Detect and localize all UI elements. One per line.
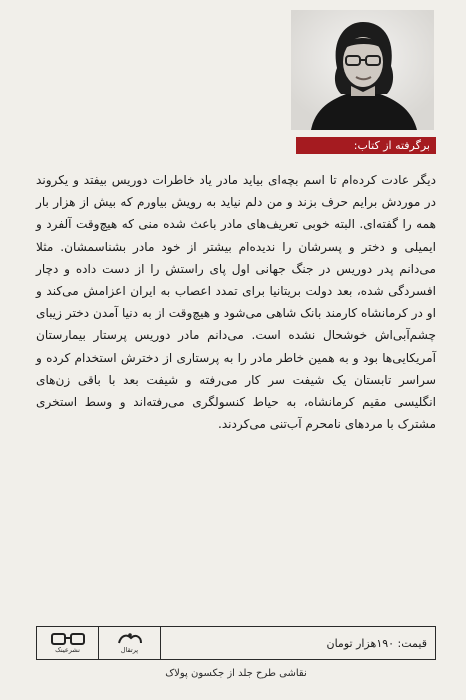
imprint-logo [99,627,161,659]
publisher-logo-text: نشرعینک [55,646,80,654]
imprint-logo-text: پرتقال [120,646,139,654]
cover-art-credit: نقاشی طرح جلد از جکسون پولاک [165,668,307,679]
publisher-info-box [36,626,436,660]
excerpt-label-banner: برگرفته از کتاب: [296,137,436,154]
imprint-logo-icon [115,632,145,646]
author-photo [291,10,434,130]
price-label: قیمت: ۱۹۰هزار تومان [326,636,427,650]
glasses-logo-icon [50,632,86,646]
book-excerpt-text: دیگر عادت کرده‌ام تا اسم بچه‌ای بیاید مادر یاد خاطرات دوریس بیفتد و یکروند در موردش برایم حرف بزند و من دلم نیاید به رویش بیاورم که بیش از هزار بار همه را گفته‌ای. البته خوبی تعریف‌های مادر باعث شده منی که هیچ‌وقت آلفرد و ایمیلی و دختر و پسرشان را ندیده‌ام بیشتر از خود مادر بشناسمشان. مثلا می‌دانم پدر دوریس در جنگ جهانی اول پای راستش را از دست داده و دچار افسردگی شده، بعد دولت بریتانیا برای تمدد اعصاب به ایران اعزامش می‌کند و او در کرمانشاه کارمند بانک شاهی می‌شود و هیچ‌وقت از به دنیا آمدن دختر زیبای چشم‌آبی‌اش خوشحال نشده است. می‌دانم مادر دوریس پرستار بیمارستان آمریکایی‌ها بود و به همین خاطر مادر را به پرستاری از دخترش استخدام کرده و سراسر تابستان یک شیفت سر کار می‌رفته و شیفت بعد با باقی زن‌های انگلیسی مقیم کرمانشاه، به حیاط کنسولگری می‌رفته‌اند و وسط استخری مشترک با مردهای نامحرم آب‌تنی می‌کردند. [36,173,436,432]
publisher-logo [37,627,99,659]
